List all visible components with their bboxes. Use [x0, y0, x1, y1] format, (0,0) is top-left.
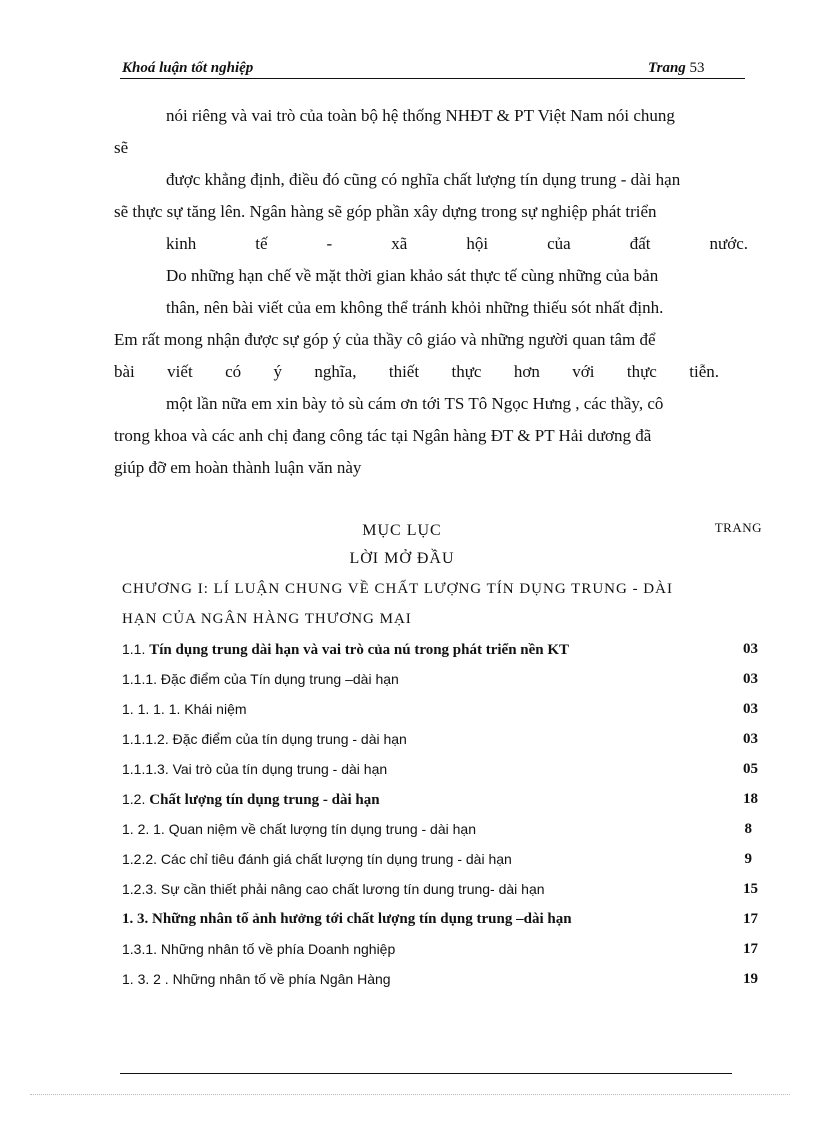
body-line: một lần nữa em xin bày tỏ sù cám ơn tới TS Tô Ngọc Hưng , các thầy, cô: [166, 394, 664, 413]
toc-entry-text: 1.1.1. Đặc điểm của Tín dụng trung –dài hạn: [122, 671, 399, 687]
toc-entry-prefix: 1.1.: [122, 641, 150, 657]
toc-entry[interactable]: [122, 724, 762, 754]
toc-entry-page: 15: [743, 881, 758, 897]
toc-entry[interactable]: [122, 814, 762, 844]
toc-entry[interactable]: [122, 964, 762, 994]
toc-entry-prefix: 1.2.: [122, 791, 150, 807]
body-line: nói riêng và vai trò của toàn bộ hệ thống NHĐT & PT Việt Nam nói chung: [166, 106, 675, 125]
chapter-line: CHƯƠNG I: LÍ LUẬN CHUNG VỀ CHẤT LƯỢNG TÍN DỤNG TRUNG - DÀI: [122, 581, 673, 597]
body-line: được khẳng định, điều đó cũng có nghĩa chất lượng tín dụng trung - dài hạn: [166, 170, 681, 189]
toc-entry-page: 18: [743, 791, 758, 807]
toc-header: [122, 514, 762, 544]
body-line: trong khoa và các anh chị đang công tác tại Ngân hàng ĐT & PT Hải dương đã: [114, 426, 652, 445]
chapter-line: HẠN CỦA NGÂN HÀNG THƯƠNG MẠI: [122, 611, 412, 627]
toc-entry-text: 1.3.1. Những nhân tố về phía Doanh nghiệp: [122, 941, 396, 957]
toc-entry-text: Tín dụng trung dài hạn và vai trò của nú trong phát triển nền KT: [149, 642, 570, 658]
body-line: Em rất mong nhận được sự góp ý của thầy cô giáo và những người quan tâm để: [114, 330, 656, 349]
toc-page-column-label: TRANG: [714, 520, 762, 535]
toc-entry-page: 17: [743, 941, 758, 957]
footer-rule: [120, 1073, 732, 1074]
table-of-contents: [122, 514, 762, 994]
toc-entry-text: Chất lượng tín dụng trung - dài hạn: [149, 792, 380, 808]
toc-entry-text: 1.1.1.2. Đặc điểm của tín dụng trung - dài hạn: [122, 731, 407, 747]
page-bottom-dotted-edge: [30, 1094, 790, 1095]
page-label: Trang: [648, 60, 686, 76]
body-line: sẽ: [114, 138, 129, 157]
toc-entry-text: 1. 1. 1. 1. Khái niệm: [122, 701, 247, 717]
toc-entry-text: 1. 3. Những nhân tố ảnh hưởng tới chất lượng tín dụng trung –dài hạn: [122, 911, 572, 927]
toc-entry[interactable]: [122, 664, 762, 694]
body-line: kinh tế - xã hội của đất nước.: [166, 234, 748, 253]
toc-entry-text: 1. 3. 2 . Những nhân tố về phía Ngân Hàng: [122, 971, 391, 987]
page-number: 53: [689, 60, 705, 76]
toc-entry-page: 03: [743, 731, 758, 747]
toc-entry[interactable]: [122, 634, 762, 664]
toc-entry[interactable]: [122, 784, 762, 814]
body-line: thân, nên bài viết của em không thể tránh khỏi những thiếu sót nhất định.: [166, 298, 664, 317]
toc-entry[interactable]: [122, 904, 762, 934]
page-header: [120, 58, 745, 79]
toc-entry-page: 19: [743, 971, 758, 987]
toc-entry-page: 03: [743, 641, 758, 657]
toc-entry-text: 1.2.2. Các chỉ tiêu đánh giá chất lượng tín dụng trung - dài hạn: [122, 851, 512, 867]
toc-entry-text: 1.2.3. Sự cần thiết phải nâng cao chất lương tín dung trung- dài hạn: [122, 881, 545, 897]
toc-entry-page: 17: [743, 911, 758, 927]
toc-entry-page: 05: [743, 761, 758, 777]
body-line: Do những hạn chế về mặt thời gian khảo sát thực tế cùng những của bản: [166, 266, 659, 285]
toc-entry-text: 1.1.1.3. Vai trò của tín dụng trung - dài hạn: [122, 761, 388, 777]
conclusion-text: [114, 100, 748, 484]
toc-entry[interactable]: [122, 844, 762, 874]
toc-entry[interactable]: [122, 754, 762, 784]
toc-intro: LỜI MỞ ĐẦU: [349, 550, 455, 567]
page-indicator: [648, 60, 705, 77]
toc-entry-page: 9: [744, 851, 752, 867]
toc-entry-page: 03: [743, 671, 758, 687]
body-line: bài viết có ý nghĩa, thiết thực hơn với thực tiễn.: [114, 362, 719, 381]
document-title: Khoá luận tốt nghiệp: [122, 60, 254, 76]
toc-entry[interactable]: [122, 694, 762, 724]
body-line: giúp đỡ em hoàn thành luận văn này: [114, 458, 362, 477]
toc-entry[interactable]: [122, 874, 762, 904]
toc-entry-page: 8: [744, 821, 752, 837]
toc-entry[interactable]: [122, 934, 762, 964]
body-line: sẽ thực sự tăng lên. Ngân hàng sẽ góp phần xây dựng trong sự nghiệp phát triển: [114, 202, 657, 221]
toc-title: MỤC LỤC: [362, 522, 442, 539]
toc-entry-page: 03: [743, 701, 758, 717]
toc-entry-text: 1. 2. 1. Quan niệm về chất lượng tín dụng trung - dài hạn: [122, 821, 476, 837]
toc-chapter-1: [122, 574, 722, 634]
